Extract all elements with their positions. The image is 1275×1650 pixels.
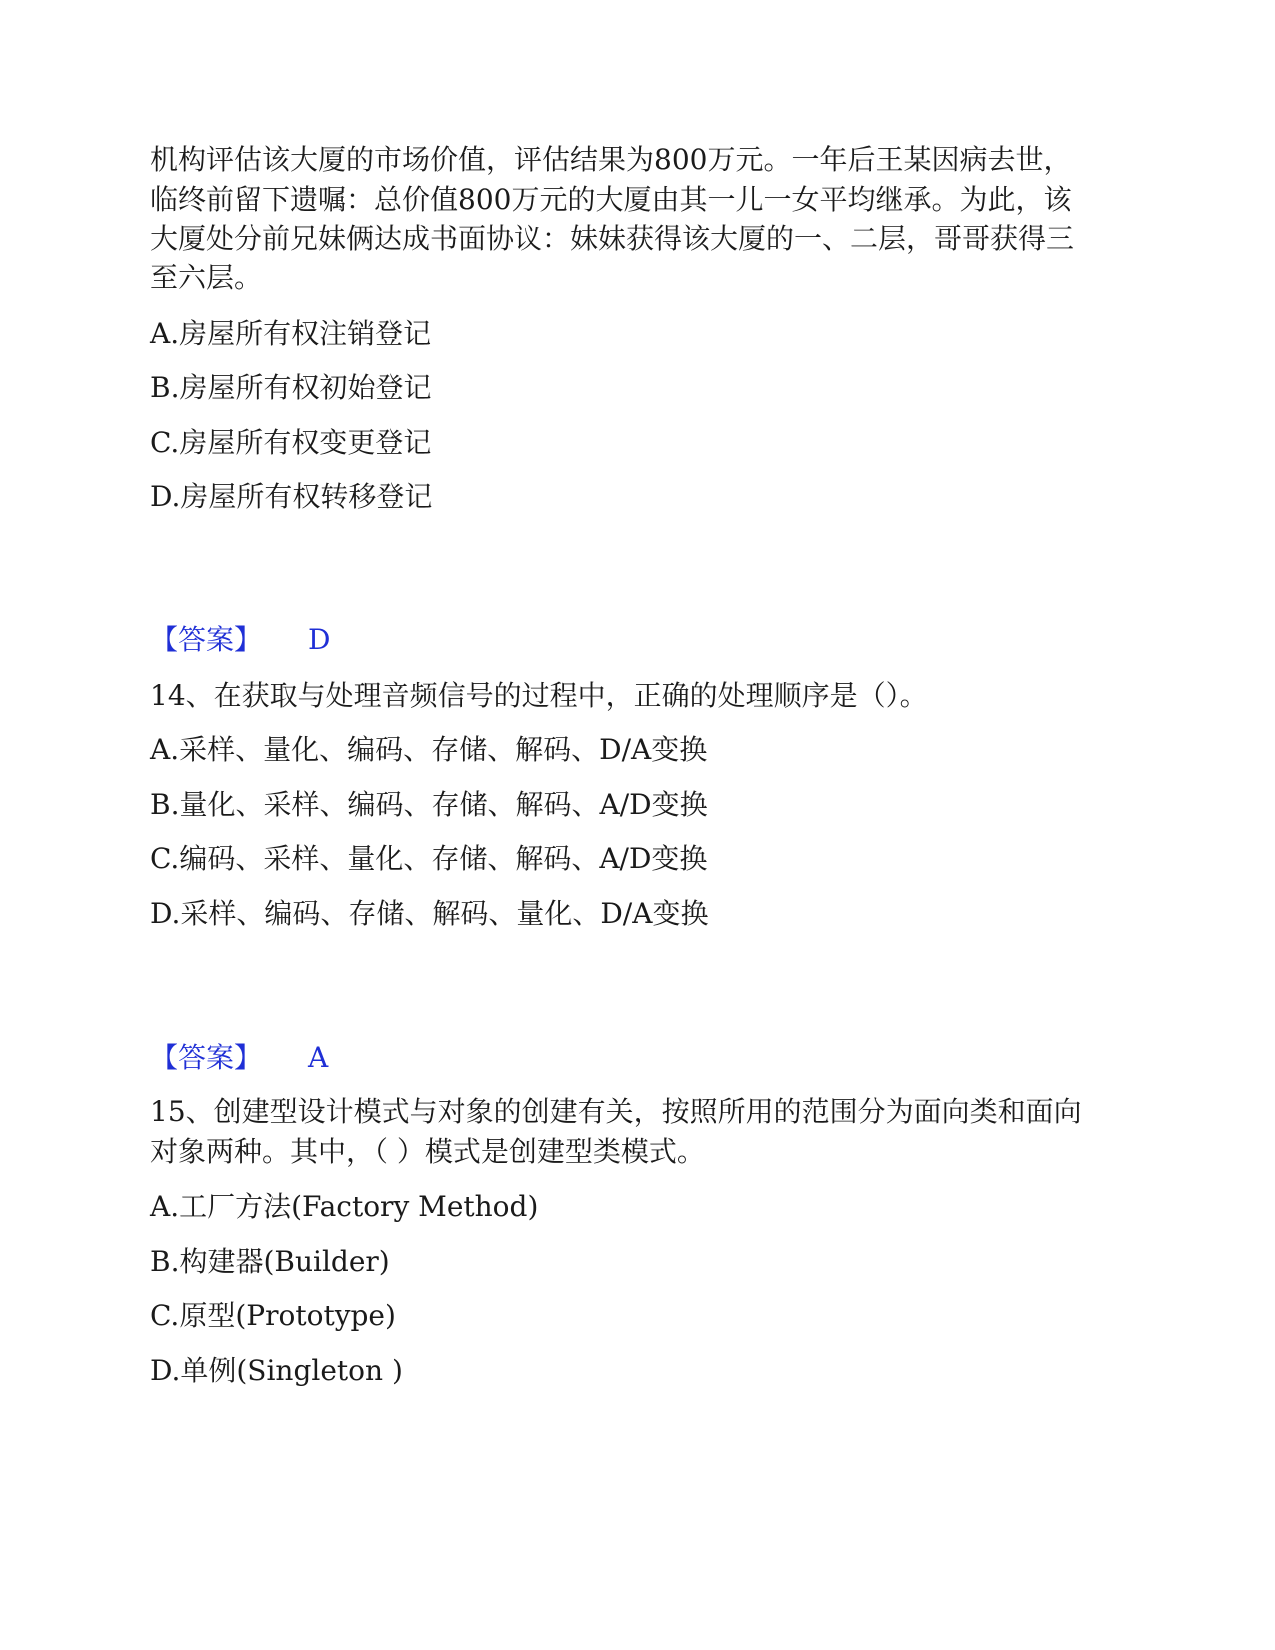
q15-stem-line-2: 对象两种。其中，（ ）模式是创建型类模式。 xyxy=(150,1135,705,1168)
q13-answer xyxy=(150,620,330,660)
answer-value: A xyxy=(308,1041,329,1074)
q13-option-c: C.房屋所有权变更登记 xyxy=(150,426,432,459)
q14-answer xyxy=(150,1038,328,1078)
q14-option-c: C.编码、采样、量化、存储、解码、A/D变换 xyxy=(150,842,708,875)
q15-stem-line-1: 15、创建型设计模式与对象的创建有关，按照所用的范围分为面向类和面向 xyxy=(150,1095,1082,1128)
q15-option-c: C.原型(Prototype) xyxy=(150,1299,396,1332)
answer-label: 【答案】 xyxy=(150,1041,263,1074)
q15-option-a: A.工厂方法(Factory Method) xyxy=(150,1190,539,1223)
q13-stem-line-1: 机构评估该大厦的市场价值，评估结果为800万元。一年后王某因病去世， xyxy=(150,143,1072,176)
answer-label: 【答案】 xyxy=(150,623,263,656)
q13-stem-line-3: 大厦处分前兄妹俩达成书面协议：妹妹获得该大厦的一、二层，哥哥获得三 xyxy=(150,222,1075,255)
q14-option-b: B.量化、采样、编码、存储、解码、A/D变换 xyxy=(150,788,708,821)
q13-stem-line-4: 至六层。 xyxy=(150,261,263,294)
q14-stem-line-1: 14、在获取与处理音频信号的过程中，正确的处理顺序是（）。 xyxy=(150,679,928,712)
q14-option-d: D.采样、编码、存储、解码、量化、D/A变换 xyxy=(150,897,709,930)
q13-option-d: D.房屋所有权转移登记 xyxy=(150,480,433,513)
q13-option-b: B.房屋所有权初始登记 xyxy=(150,371,432,404)
q14-option-a: A.采样、量化、编码、存储、解码、D/A变换 xyxy=(150,733,708,766)
q15-option-b: B.构建器(Builder) xyxy=(150,1245,390,1278)
q13-stem-line-2: 临终前留下遗嘱：总价值800万元的大厦由其一儿一女平均继承。为此，该 xyxy=(150,183,1072,216)
q13-option-a: A.房屋所有权注销登记 xyxy=(150,317,432,350)
answer-value: D xyxy=(308,623,331,656)
q15-option-d: D.单例(Singleton ) xyxy=(150,1354,403,1387)
